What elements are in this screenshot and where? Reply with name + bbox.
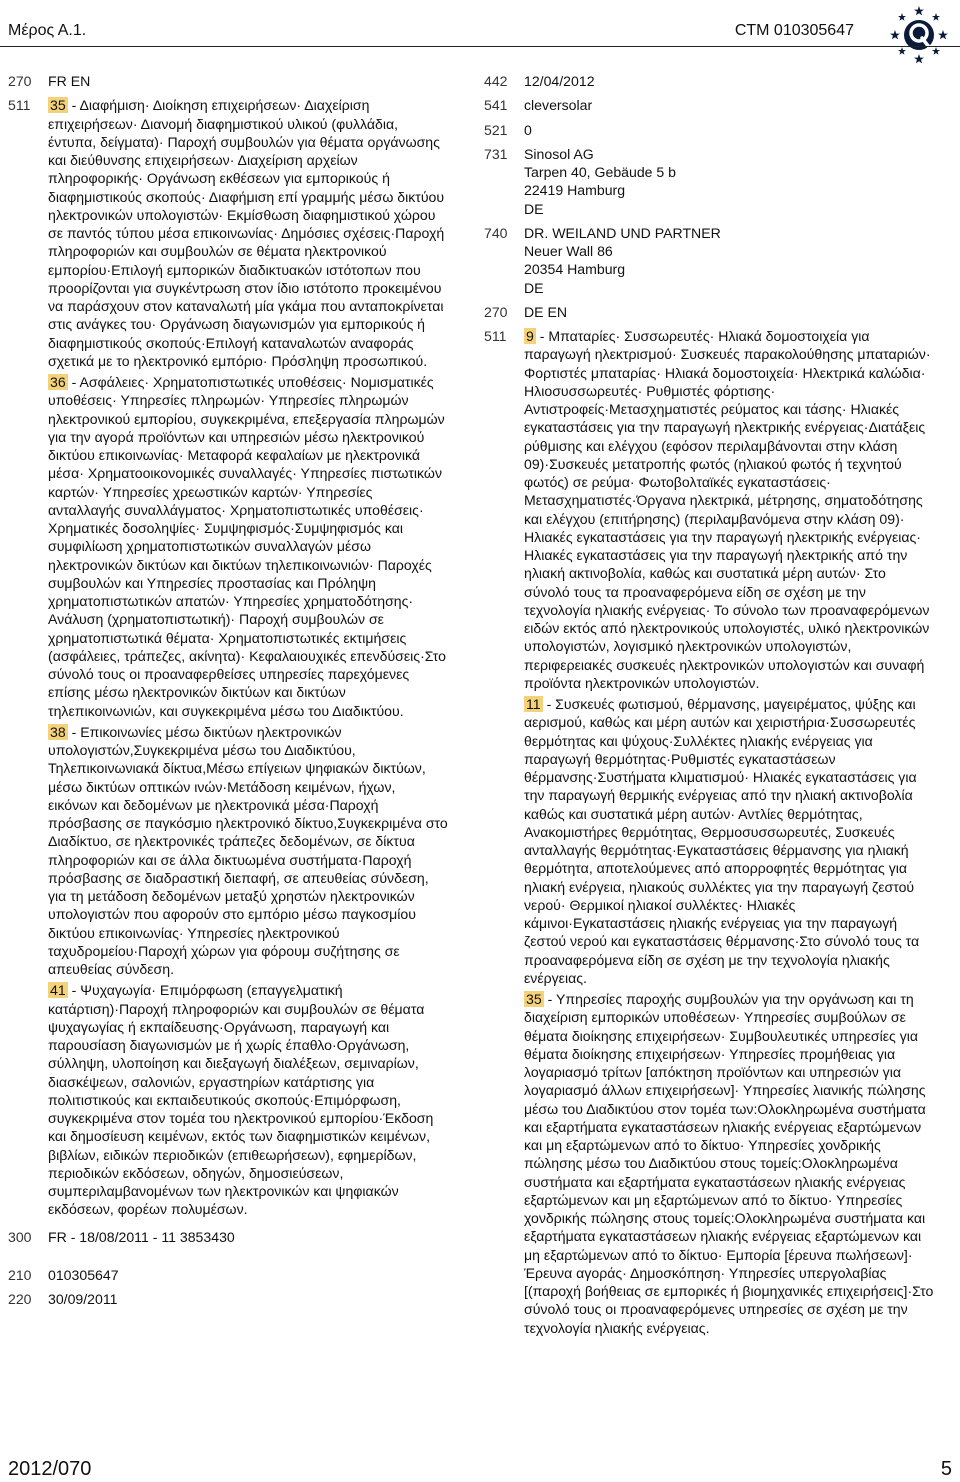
class-text: - Ψυχαγωγία· Επιμόρφωση (επαγγελματική κατάρτιση)·Παροχή πληροφοριών και συμβουλών σε θέματα ψυχαγωγίας ή εκπαίδευσης·Οργάνωση, παραγωγή και παρουσίαση διαγωνισμών με ή χωρίς έπαθλο·Οργάνωση, σύλληψη, υλοποίηση και διεξαγωγή διαλέξεων, σεμιναρίων, διασκέψεων, σαλονιών, εργαστηρίων κατάρτισης για πολιτιστικούς και εκπαιδευτικούς σκοπούς·Επιμόρφωση, συγκεκριμένα στον τομέα του ηλεκτρονικού εμπορίου·Έκδοση και δημοσίευση κειμένων, εκτός των διαφημιστικών κειμένων, βιβλίων, ειδικών περιοδικών (επιθεωρήσεων), εφημερίδων, περιοδικών εκδόσεων, οδηγών, δημοσιεύσεων, συμπεριλαμβανομένων των ηλεκτρονικών και ψηφιακών εκδόσεων, φορέων πολυμέσων. [48, 982, 434, 1218]
field-270 [8, 72, 448, 90]
field-code: 731 [484, 145, 508, 162]
applicant-address [524, 145, 934, 218]
class-entry [48, 723, 448, 979]
representative-address [524, 224, 934, 297]
address-line: DE [524, 279, 544, 296]
field-541 [484, 96, 934, 114]
field-220 [8, 1290, 448, 1308]
field-code: 740 [484, 224, 508, 241]
goods-services-list [524, 327, 934, 1340]
field-code: 270 [484, 303, 508, 320]
field-value: 010305647 [48, 1266, 119, 1283]
class-number: 41 [50, 982, 66, 999]
class-entry [524, 327, 934, 692]
address-line: 20354 Hamburg [524, 261, 626, 278]
class-text: - Συσκευές φωτισμού, θέρμανσης, μαγειρέματος, ψύξης και αερισμού, καθώς και μέρη αυτών και χειριστήρια·Συσσωρευτές θερμότητας και ψύχους·Συλλέκτες ηλιακής ενέργειας για παραγωγή θερμότητας·Ρυθμιστές εγκαταστάσεων θέρμανσης·Συστήματα κλιματισμού· Ηλιακές εγκαταστάσεις για την παραγωγή θερμικής ενέργειας από την ηλιακή ακτινοβολία καθώς και συστατικά μέρη αυτών· Αντλίες θερμότητας, Ανακομιστήρες θερμότητας, Θερμοσυσσωρευτές, Συσκευές ανταλλαγής θερμότητας·Εγκαταστάσεις θέρμανσης για ηλιακή θερμότητα, αποτελούμενες από απορροφητές θερμότητας για ηλιακή ενέργεια, ηλιακούς συλλέκτες για την παραγωγή ζεστού νερού· Θερμικοί ηλιακοί συλλέκτες· Ηλιακές κάμινοι·Εγκαταστάσεις ηλιακής ενέργειας για την παραγωγή ζεστού νερού και εγκαταστάσεις θέρμανσης·Στο σύνολό τους τα προαναφερόμενα είδη σε σχέση με την τεχνολογία ηλιακής ενέργειας. [524, 696, 920, 986]
field-270 [484, 303, 934, 321]
class-number: 35 [50, 97, 66, 114]
class-text: - Ασφάλειες· Χρηματοπιστωτικές υποθέσεις· Νομισματικές υποθέσεις· Υπηρεσίες πληρωμών· Υπηρεσίες πληρωμών ηλεκτρονικού εμπορίου, συγκεκριμένα, επεξεργασία πληρωμών για την αγορά προϊόντων και υπηρεσιών μέσω ηλεκτρονικού δικτύου επικοινωνίας· Μεταφορά κεφαλαίων με ηλεκτρονικά μέσα· Χρηματοοικονομικές συναλλαγές· Υπηρεσίες πιστωτικών καρτών· Υπηρεσίες χρεωστικών καρτών· Υπηρεσίες ανταλλαγής συναλλάγματος· Χρηματοπιστωτικές υποθέσεις· Χρηματικές δοσοληψίες· Συμψηφισμός·Συμψηφισμός και συμφιλίωση χρηματοπιστωτικών συναλλαγών μέσω ηλεκτρονικών δικτύων και δικτύων τηλεπικοινωνιών· Παροχές συμβουλών και Υπηρεσίες προστασίας και Πρόληψη χρηματοπιστωτικών απατών· Υπηρεσίες χρηματοδότησης· Ανάλυση (χρηματοπιστωτική)· Παροχή συμβουλών σε χρηματοπιστωτικά θέματα· Χρηματοπιστωτικές εκτιμήσεις (ασφάλειες, τράπεζες, ακίνητα)· Κεφαλαιουχικές επενδύσεις·Στο σύνολό τους οι προαναφερθείσες υπηρεσίες παρεχόμενες επίσης μέσω ηλεκτρονικών δικτύων και δικτύων τηλεπικοινωνιών, και συγκεκριμένα μέσω του Διαδικτύου. [48, 374, 447, 719]
address-line: Sinosol AG [524, 145, 594, 162]
class-entry [48, 981, 448, 1218]
field-521 [484, 121, 934, 139]
class-text: - Μπαταρίες· Συσσωρευτές· Ηλιακά δομοστοιχεία για παραγωγή ηλεκτρισμού· Συσκευές παρακολούθησης μπαταριών· Φορτιστές μπαταρίας· Ηλιακά δομοστοιχεία· Ηλεκτρικά καλώδια· Ηλιοσυσσωρευτές· Ρυθμιστές φόρτισης· Αντιστροφείς·Μετασχηματιστές ρεύματος και τάσης· Ηλιακές εγκαταστάσεις για την παραγωγή ηλεκτρικής ενέργειας·Διατάξεις ρύθμισης και ελέγχου (εφόσον περιλαμβάνονται στην κλάση 09)·Συσκευές μετατροπής φωτός (ηλιακού φωτός ή τεχνητού φωτός) σε ρεύμα· Φωτοβολταϊκές εγκαταστάσεις· Μετασχηματιστές·Όργανα ηλεκτρικά, μέτρησης, σηματοδότησης και ελέγχου (επιτήρησης) (περιλαμβανόμενα στην κλάση 09)· Ηλιακές εγκαταστάσεις για την παραγωγή ηλεκτρικής ενέργειας· Ηλιακές εγκαταστάσεις για την παραγωγή ηλεκτρικής από την ηλιακή ακτινοβολία, καθώς και συστατικά μέρη αυτών· Στο σύνολό τους τα προαναφερόμενα είδη σε σχέση με την τεχνολογία ηλιακής ενέργειας· Το σύνολο των προαναφερόμενων ειδών εκτός από ηλεκτρονικούς υπολογιστές, υλικό ηλεκτρονικών υπολογιστών, λογισμικό ηλεκτρονικών υπολογιστών, περιφερειακές συσκευές ηλεκτρονικών υπολογιστών και συναφή προϊόντα ηλεκτρονικών υπολογιστών. [524, 328, 931, 691]
ctm-number: CTM 010305647 [734, 22, 854, 39]
field-731 [484, 145, 934, 218]
field-code: 300 [8, 1228, 32, 1245]
page-number: 5 [940, 1458, 952, 1480]
field-code: 521 [484, 121, 508, 138]
address-line: DE [524, 200, 544, 217]
class-text: - Διαφήμιση· Διοίκηση επιχειρήσεων· Διαχείριση επιχειρήσεων· Διανομή διαφημιστικού υλικού (φυλλάδια, έντυπα, δείγματα)· Παροχή συμβουλών για θέματα οργάνωσης και διεύθυνσης επιχειρήσεων· Διαχείριση αρχείων πληροφορικής· Οργάνωση εκθέσεων για εμπορικούς ή διαφημιστικούς σκοπούς· Διαφήμιση επί γραμμής μέσω δικτύου ηλεκτρονικών υπολογιστών· Εκμίσθωση διαφημιστικού χώρου σε παντός τύπου μέσα επικοινωνίας· Δημόσιες σχέσεις·Παροχή πληροφοριών και συμβουλών σε θέματα ηλεκτρονικού εμπορίου·Επιλογή εμπορικών διαδικτυακών ιστότοπων που προορίζονται για συγκέντρωση στον ίδιο ιστότοπο προκειμένου να παράσχουν στον καταναλωτή μία γκάμα που ανταποκρίνεται στις ανάγκες του· Οργάνωση διαγωνισμών για εμπορικούς ή διαφημιστικούς σκοπούς·Επιλογή καταναλωτών αναφοράς σχετικά με το ηλεκτρονικό εμπόριο· Πρόσληψη προσωπικού. [48, 97, 445, 369]
class-entry [524, 695, 934, 987]
goods-services-list [48, 96, 448, 1221]
class-entry [48, 96, 448, 370]
field-code: 442 [484, 73, 508, 89]
field-code: 511 [8, 97, 31, 114]
field-code: 511 [484, 328, 507, 344]
address-line: Neuer Wall 86 [524, 243, 613, 259]
class-text: - Επικοινωνίες μέσω δικτύων ηλεκτρονικών υπολογιστών,Συγκεκριμένα μέσω του Διαδικτύου, Τηλεπικοινωνιακά δίκτυα,Μέσω επίγειων ψηφιακών δικτύων, μέσω δικτύων οπτικών ινών·Μετάδοση κειμένων, ήχων, εικόνων και δεδομένων με ηλεκτρονικά μέσα·Παροχή πρόσβασης σε παγκόσμιο ηλεκτρονικό δίκτυο,Συγκεκριμένα στο Διαδίκτυο, σε ηλεκτρονικές τράπεζες δεδομένων, σε δίκτυα πληροφοριών και σε άλλα δικτυωμένα συστήματα·Παροχή πρόσβασης σε διαδραστική διεπαφή, σε απευθείας σύνδεση, για τη μετάδοση δεδομένων μεταξύ χρηστών ηλεκτρονικών υπολογιστών που αφορούν στο εμπόριο μέσω παγκοσμίου δικτύου επικοινωνίας· Υπηρεσίες ηλεκτρονικού ταχυδρομείου·Παροχή χώρων για φόρουμ συζήτησης σε απευθείας σύνδεση. [48, 723, 448, 977]
class-number: 11 [526, 696, 541, 712]
field-value: FR EN [48, 73, 91, 89]
class-number: 35 [526, 991, 542, 1007]
field-511 [8, 96, 448, 1221]
field-value: FR - 18/08/2011 - 11 3853430 [48, 1228, 235, 1245]
field-code: 210 [8, 1266, 32, 1283]
class-number: 36 [50, 374, 66, 390]
right-column [484, 72, 934, 1346]
field-442 [484, 72, 934, 90]
field-value: DE EN [524, 303, 568, 320]
eu-emblem-logo [886, 2, 952, 68]
header-rule [0, 46, 960, 47]
class-text: - Υπηρεσίες παροχής συμβουλών για την οργάνωση και τη διαχείριση εμπορικών υποθέσεων· Υπηρεσίες συμβούλων σε θέματα διοίκησης επιχειρήσεων· Συμβουλευτικές υπηρεσίες για θέματα διοίκησης επιχειρήσεων· Υπηρεσίες προμήθειας για λογαριασμό τρίτων [απόκτηση προϊόντων και υπηρεσιών για λογαριασμό άλλων επιχειρήσεων]· Υπηρεσίες λιανικής πώλησης μέσω του Διαδικτύου στον τομέα των:Ολοκληρωμένα συστήματα και εξαρτήματα εγκαταστάσεων ηλιακής ενέργειας εξαρτώμενων και μη εξαρτώμενων από το δίκτυο· Υπηρεσίες χονδρικής πώλησης μέσω του Διαδικτύου στους τομείς:Ολοκληρωμένα συστήματα και εξαρτήματα εγκαταστάσεων ηλιακής ενέργειας εξαρτώμενων και μη εξαρτώμενων από το δίκτυο· Υπηρεσίες χονδρικής πώλησης στους τομείς:Ολοκληρωμένα συστήματα και εξαρτήματα εγκαταστάσεων ηλιακής ενέργειας εξαρτώμενων και μη εξαρτώμενων από το δίκτυο· Εμπορία [έρευνα πωλήσεων]· Έρευνα αγοράς· Δημοσκόπηση· Υπηρεσίες υπεργολαβίας [(παροχή βοήθειας σε εμπορικές ή βιομηχανικές επιχειρήσεις]·Στο σύνολό τους οι προαναφερόμενες υπηρεσίες σε σχέση με την τεχνολογία ηλιακής ενέργειας. [524, 991, 934, 1336]
document-part-label: Μέρος Α.1. [8, 22, 87, 39]
class-entry [524, 990, 934, 1337]
class-number: 9 [526, 328, 534, 344]
field-511 [484, 327, 934, 1340]
field-value: 30/09/2011 [48, 1291, 118, 1307]
address-line: 22419 Hamburg [524, 182, 626, 199]
class-entry [48, 373, 448, 720]
field-value: 12/04/2012 [524, 73, 595, 89]
field-300 [8, 1228, 448, 1246]
field-code: 541 [484, 97, 508, 114]
field-value: cleversolar [524, 97, 593, 114]
field-210 [8, 1266, 448, 1284]
field-code: 220 [8, 1291, 32, 1307]
field-code: 270 [8, 73, 32, 89]
field-740 [484, 224, 934, 297]
field-value: 0 [524, 121, 532, 138]
class-number: 38 [50, 723, 66, 740]
address-line: Tarpen 40, Gebäude 5 b [524, 164, 677, 180]
left-column [8, 72, 448, 1314]
address-line: DR. WEILAND UND PARTNER [524, 224, 721, 241]
bulletin-issue: 2012/070 [8, 1458, 92, 1480]
